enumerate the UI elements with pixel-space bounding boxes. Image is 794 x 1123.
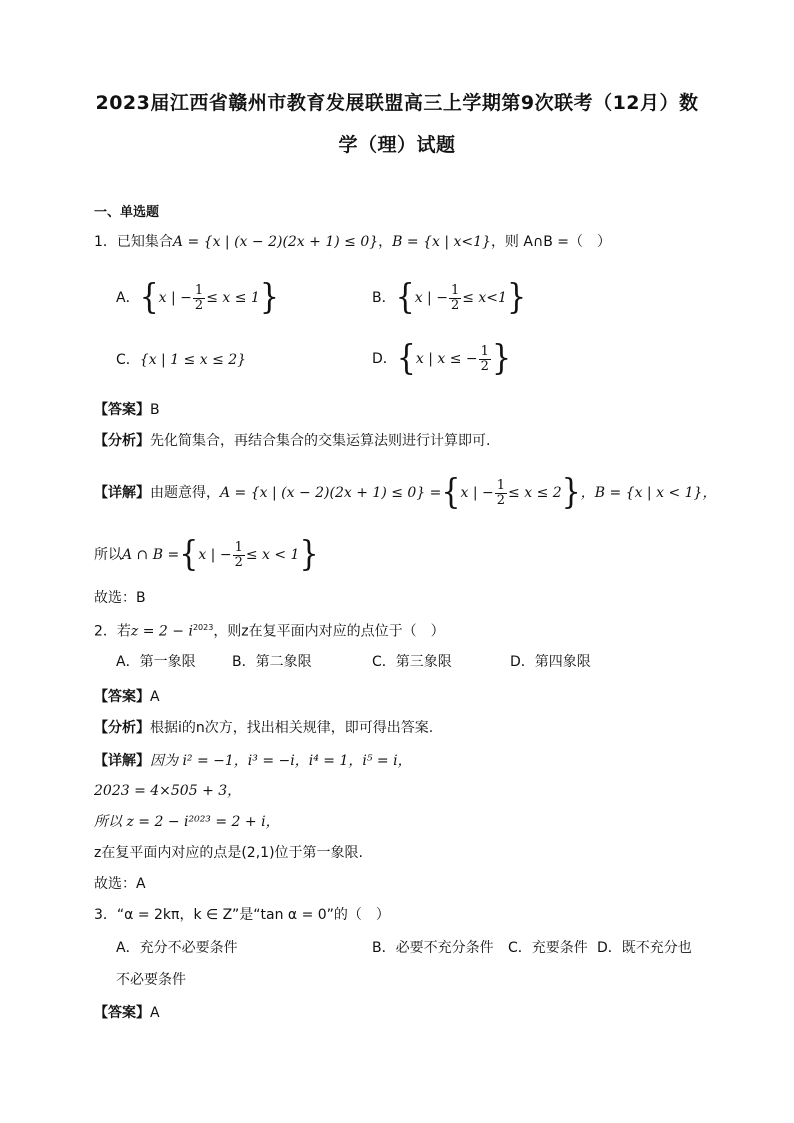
q2-option-c: C．第三象限 bbox=[372, 654, 452, 670]
fraction-numerator: 1 bbox=[234, 539, 243, 555]
q1-option-a bbox=[116, 277, 279, 318]
q3-option-a: A．充分不必要条件 bbox=[116, 940, 238, 956]
q1-set-b: B = {x | x<1} bbox=[392, 234, 491, 250]
document-title-line-2: 学（理）试题 bbox=[338, 134, 456, 156]
q1-set-a: A = {x | (x − 2)(2x + 1) ≤ 0} bbox=[172, 234, 379, 250]
q1-option-a-right: ≤ x ≤ 1 bbox=[206, 290, 260, 306]
right-brace-icon: } bbox=[299, 534, 319, 575]
detail-set-b: ，B = {x | x < 1}， bbox=[580, 485, 717, 501]
left-brace-icon: { bbox=[395, 277, 415, 318]
right-brace-icon: } bbox=[561, 472, 581, 513]
q1-option-a-left: x | − bbox=[158, 290, 192, 306]
fraction-denominator: 2 bbox=[450, 297, 460, 313]
analysis-label: 【分析】 bbox=[94, 720, 150, 736]
fraction-denominator: 2 bbox=[194, 297, 204, 313]
q1-answer bbox=[94, 400, 160, 420]
q1-option-d-left: x | x ≤ − bbox=[415, 351, 478, 367]
answer-value: B bbox=[150, 402, 160, 418]
fraction-denominator: 2 bbox=[480, 358, 489, 374]
document-title-line-1: 2023届江西省赣州市教育发展联盟高三上学期第9次联考（12月）数 bbox=[95, 92, 699, 114]
conclusion-left: x | − bbox=[198, 547, 232, 563]
q2-stem-suffix: ，则z在复平面内对应的点位于（ ） bbox=[213, 623, 445, 640]
q1-option-b bbox=[372, 277, 527, 318]
left-brace-icon: { bbox=[396, 338, 416, 379]
q2-option-a: A．第一象限 bbox=[116, 654, 196, 670]
q2-analysis bbox=[94, 718, 433, 738]
q2-choice: 故选：A bbox=[94, 876, 146, 892]
q3-option-d-continued: 不必要条件 bbox=[116, 972, 186, 988]
calc-text: 2023 = 4×505 + 3， bbox=[94, 783, 242, 799]
fraction-denominator: 2 bbox=[496, 492, 506, 508]
q2-stem-expr: z = 2 − i bbox=[130, 623, 193, 640]
q3-stem: 3．“α = 2kπ，k ∈ Z”是“tan α = 0”的（ ） bbox=[94, 907, 390, 923]
q1-option-c-text: {x | 1 ≤ x ≤ 2} bbox=[139, 352, 247, 368]
so-text: 所以 z = 2 − i²⁰²³ = 2 + i， bbox=[94, 814, 280, 830]
q2-so bbox=[94, 812, 280, 832]
right-brace-icon: } bbox=[506, 277, 527, 318]
detail-prefix: 由题意得， bbox=[150, 485, 220, 501]
fraction-numerator: 1 bbox=[480, 343, 489, 359]
q1-option-b-right: ≤ x<1 bbox=[462, 290, 507, 306]
detail-fraction bbox=[495, 479, 507, 508]
conclusion-expr: A ∩ B = bbox=[122, 547, 180, 563]
analysis-text: 先化简集合，再结合集合的交集运算法则进行计算即可. bbox=[150, 433, 491, 449]
q2-option-b: B．第二象限 bbox=[232, 654, 312, 670]
q2-stem-exponent: 2023 bbox=[192, 623, 214, 632]
q1-conclusion bbox=[94, 534, 319, 575]
conclusion-right: ≤ x < 1 bbox=[245, 547, 300, 563]
q2-option-d: D．第四象限 bbox=[510, 654, 591, 670]
answer-label: 【答案】 bbox=[94, 689, 150, 705]
detail-set-right: ≤ x ≤ 2 bbox=[508, 485, 562, 501]
q1-option-a-label: A． bbox=[116, 290, 140, 306]
q1-option-a-fraction bbox=[193, 284, 205, 313]
detail-text: 因为 i² = −1，i³ = −i，i⁴ = 1，i⁵ = i， bbox=[150, 753, 412, 769]
q2-answer bbox=[94, 687, 160, 707]
left-brace-icon: { bbox=[441, 472, 461, 513]
q3-option-b: B．必要不充分条件 bbox=[372, 940, 494, 956]
fraction-denominator: 2 bbox=[234, 554, 243, 570]
fraction-numerator: 1 bbox=[194, 282, 204, 298]
q1-option-b-fraction bbox=[449, 284, 461, 313]
left-brace-icon: { bbox=[179, 534, 199, 575]
q1-option-b-label: B． bbox=[372, 290, 396, 306]
q1-sep: ， bbox=[378, 234, 393, 250]
q2-stem-prefix: 2．若 bbox=[94, 623, 131, 640]
q1-analysis bbox=[94, 431, 490, 451]
answer-value: A bbox=[150, 1005, 160, 1021]
q1-stem-prefix: 1．已知集合 bbox=[94, 234, 173, 250]
analysis-label: 【分析】 bbox=[94, 433, 150, 449]
answer-value: A bbox=[150, 689, 160, 705]
q1-option-d bbox=[372, 338, 512, 379]
left-brace-icon: { bbox=[139, 277, 159, 318]
q1-option-b-left: x | − bbox=[414, 290, 448, 306]
answer-label: 【答案】 bbox=[94, 1005, 150, 1021]
q3-option-d: D．既不充分也 bbox=[597, 940, 692, 956]
q1-option-d-label: D． bbox=[372, 351, 397, 367]
q3-option-c: C．充要条件 bbox=[508, 940, 588, 956]
q1-detail bbox=[94, 472, 717, 513]
q2-stem bbox=[94, 618, 445, 642]
fraction-numerator: 1 bbox=[496, 477, 506, 493]
q3-answer bbox=[94, 1003, 160, 1023]
q1-choice: 故选：B bbox=[94, 590, 146, 606]
q1-stem-suffix: ，则 A∩B =（ ） bbox=[490, 234, 611, 250]
detail-set-left: x | − bbox=[460, 485, 494, 501]
right-brace-icon: } bbox=[491, 338, 512, 379]
detail-set-a: A = {x | (x − 2)(2x + 1) ≤ 0} = bbox=[220, 485, 442, 501]
q2-point: z在复平面内对应的点是(2,1)位于第一象限. bbox=[94, 845, 363, 861]
right-brace-icon: } bbox=[259, 277, 279, 318]
detail-label: 【详解】 bbox=[94, 485, 150, 501]
section-heading: 一、单选题 bbox=[94, 205, 160, 220]
q1-option-c bbox=[116, 350, 246, 370]
conclusion-fraction bbox=[233, 541, 245, 570]
answer-label: 【答案】 bbox=[94, 402, 150, 418]
conclusion-prefix: 所以 bbox=[94, 547, 122, 563]
q1-option-c-label: C． bbox=[116, 352, 140, 368]
detail-label: 【详解】 bbox=[94, 753, 150, 769]
q2-calc bbox=[94, 781, 241, 801]
q1-stem bbox=[94, 232, 611, 252]
analysis-text: 根据i的n次方，找出相关规律，即可得出答案. bbox=[150, 720, 434, 736]
q1-option-d-fraction bbox=[479, 345, 491, 374]
fraction-numerator: 1 bbox=[450, 282, 460, 298]
q2-detail bbox=[94, 751, 412, 771]
